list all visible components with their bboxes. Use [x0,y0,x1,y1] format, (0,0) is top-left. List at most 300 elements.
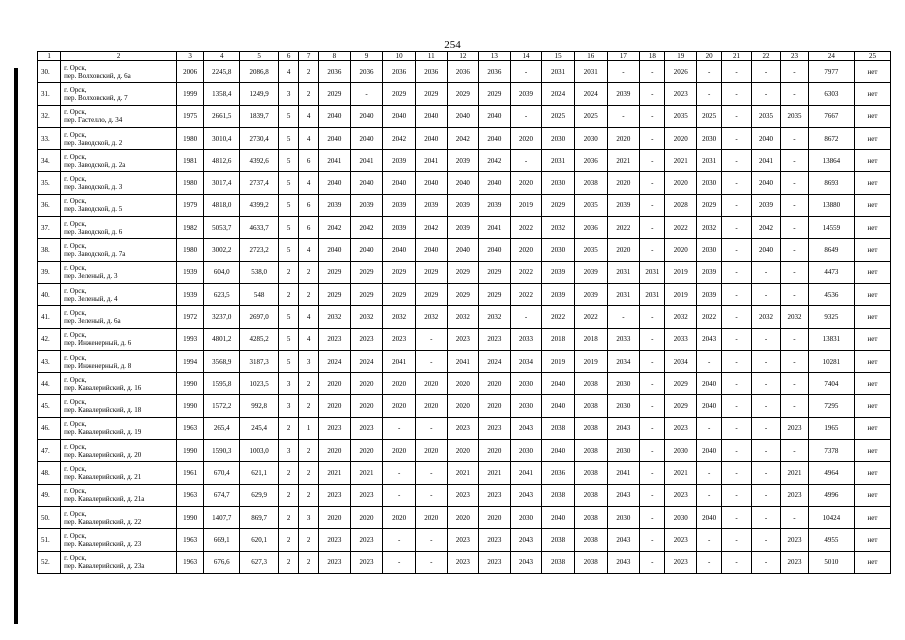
cell-col-8: 2020 [319,395,351,417]
cell-col-10: - [383,462,416,484]
row-number: 34. [38,150,61,172]
row-number: 35. [38,172,61,194]
cell-col-10: 2020 [383,506,416,528]
cell-col-5: 245,4 [240,417,279,439]
cell-col-17: - [607,61,640,83]
cell-col-15: 2040 [542,506,575,528]
cell-col-20: - [697,61,722,83]
cell-col-9: 2023 [350,529,383,551]
address-city: г. Орск, [64,353,87,362]
cell-col-11: - [415,462,447,484]
address-city: г. Орск, [64,554,87,563]
cell-col-11: 2039 [415,194,447,216]
cell-col-12: 2021 [447,462,479,484]
cell-col-23: - [781,440,808,462]
cell-col-11: 2040 [415,239,447,261]
column-number-header [38,52,891,61]
cell-col-4: 3237,0 [204,306,240,328]
cell-col-8: 2040 [319,105,351,127]
address-city: г. Орск, [64,197,87,206]
cell-col-8: 2023 [319,417,351,439]
row-number: 42. [38,328,61,350]
cell-col-15: 2038 [542,417,575,439]
address-street: пер. Кавалерийский, д. 21 [64,472,142,481]
cell-col-5: 4633,7 [240,217,279,239]
cell-col-6: 3 [279,395,299,417]
cell-col-3: 1975 [176,105,203,127]
cell-col-11: 2042 [415,217,447,239]
column-number-13: 13 [479,52,511,61]
cell-col-8: 2020 [319,440,351,462]
cell-col-13: 2020 [479,395,511,417]
cell-col-15: 2040 [542,440,575,462]
cell-col-13: 2041 [479,217,511,239]
cell-col-12: 2023 [447,484,479,506]
address-city: г. Орск, [64,509,87,518]
cell-col-16: 2035 [574,194,607,216]
cell-col-24: 9325 [808,306,854,328]
cell-col-19: 2021 [665,462,697,484]
cell-col-8: 2040 [319,127,351,149]
cell-col-23: 2023 [781,417,808,439]
cell-col-10: 2041 [383,350,416,372]
cell-col-21: - [722,440,751,462]
cell-col-19: 2034 [665,350,697,372]
cell-col-13: 2029 [479,283,511,305]
cell-col-16: 2030 [574,127,607,149]
cell-col-17: 2022 [607,217,640,239]
column-number-5: 5 [240,52,279,61]
cell-col-9: 2029 [350,261,383,283]
cell-col-13: 2039 [479,194,511,216]
cell-col-21: - [722,395,751,417]
cell-col-19: 2035 [665,105,697,127]
cell-col-10: 2040 [383,239,416,261]
address-street: пер. Волховский, д. 7 [64,93,128,102]
address-cell [61,440,177,462]
address-city: г. Орск, [64,85,87,94]
cell-col-12: 2020 [447,506,479,528]
column-number-11: 11 [415,52,447,61]
cell-col-22: 2035 [751,105,780,127]
cell-col-7: 3 [299,350,319,372]
table-row [38,440,891,462]
cell-col-17: 2039 [607,194,640,216]
address-cell [61,417,177,439]
address-street: пер. Кавалерийский, д. 16 [64,383,142,392]
address-city: г. Орск, [64,286,87,295]
cell-col-17: 2034 [607,350,640,372]
cell-col-3: 1963 [176,417,203,439]
cell-col-24: 7977 [808,61,854,83]
table-row [38,395,891,417]
cell-col-14: 2020 [510,172,542,194]
cell-col-6: 3 [279,83,299,105]
cell-col-19: 2026 [665,61,697,83]
cell-col-16: 2024 [574,83,607,105]
cell-col-4: 1590,3 [204,440,240,462]
cell-col-20: 2032 [697,217,722,239]
cell-col-22: - [751,462,780,484]
table-row [38,417,891,439]
cell-col-14: 2022 [510,217,542,239]
cell-col-12: 2020 [447,440,479,462]
cell-col-3: 1979 [176,194,203,216]
column-number-7: 7 [299,52,319,61]
table-row [38,529,891,551]
address-cell [61,283,177,305]
cell-col-10: 2040 [383,105,416,127]
address-street: пер. Кавалерийский, д. 23а [64,562,145,571]
cell-col-15: 2022 [542,306,575,328]
cell-col-16: 2038 [574,551,607,573]
table-row [38,127,891,149]
row-number: 41. [38,306,61,328]
cell-col-3: 1990 [176,395,203,417]
cell-col-25: нет [854,462,890,484]
cell-col-18: - [640,239,665,261]
cell-col-14: 2033 [510,328,542,350]
cell-col-19: 2028 [665,194,697,216]
cell-col-16: 2039 [574,261,607,283]
cell-col-22: - [751,261,780,283]
cell-col-3: 1994 [176,350,203,372]
cell-col-3: 1963 [176,551,203,573]
cell-col-3: 1963 [176,484,203,506]
cell-col-9: 2024 [350,350,383,372]
cell-col-23: - [781,283,808,305]
cell-col-8: 2042 [319,217,351,239]
table-row [38,350,891,372]
cell-col-20: 2022 [697,306,722,328]
cell-col-16: 2035 [574,239,607,261]
row-number: 51. [38,529,61,551]
cell-col-12: 2040 [447,172,479,194]
table-row [38,462,891,484]
cell-col-21: - [722,127,751,149]
cell-col-21: - [722,61,751,83]
cell-col-17: 2043 [607,417,640,439]
row-number: 45. [38,395,61,417]
cell-col-5: 2737,4 [240,172,279,194]
cell-col-17: 2031 [607,261,640,283]
cell-col-8: 2029 [319,261,351,283]
cell-col-23: - [781,61,808,83]
cell-col-12: 2023 [447,529,479,551]
cell-col-17: 2043 [607,529,640,551]
cell-col-4: 1407,7 [204,506,240,528]
address-city: г. Орск, [64,331,87,340]
cell-col-25: нет [854,217,890,239]
cell-col-9: 2020 [350,373,383,395]
cell-col-13: 2023 [479,551,511,573]
cell-col-21: - [722,283,751,305]
table-row [38,217,891,239]
cell-col-8: 2023 [319,551,351,573]
table-row [38,306,891,328]
cell-col-13: 2040 [479,105,511,127]
cell-col-5: 620,1 [240,529,279,551]
address-street: пер. Заводской, д. 7а [64,250,126,259]
cell-col-23: - [781,239,808,261]
cell-col-15: 2018 [542,328,575,350]
cell-col-3: 1939 [176,283,203,305]
cell-col-20: - [697,350,722,372]
cell-col-23: 2023 [781,529,808,551]
cell-col-12: 2042 [447,127,479,149]
cell-col-14: 2030 [510,440,542,462]
cell-col-8: 2021 [319,462,351,484]
row-number: 43. [38,350,61,372]
table-row [38,150,891,172]
cell-col-6: 5 [279,194,299,216]
cell-col-14: 2030 [510,395,542,417]
cell-col-6: 5 [279,217,299,239]
cell-col-24: 13864 [808,150,854,172]
cell-col-4: 2245,8 [204,61,240,83]
cell-col-10: 2029 [383,261,416,283]
cell-col-17: 2043 [607,484,640,506]
cell-col-23: - [781,373,808,395]
cell-col-5: 2730,4 [240,127,279,149]
cell-col-8: 2023 [319,328,351,350]
cell-col-8: 2024 [319,350,351,372]
cell-col-22: - [751,83,780,105]
cell-col-16: 2038 [574,395,607,417]
cell-col-20: 2040 [697,395,722,417]
column-number-1: 1 [38,52,61,61]
cell-col-17: - [607,306,640,328]
row-number: 38. [38,239,61,261]
table-row [38,551,891,573]
table-row [38,194,891,216]
column-number-17: 17 [607,52,640,61]
cell-col-14: - [510,61,542,83]
cell-col-22: - [751,350,780,372]
table-row [38,172,891,194]
cell-col-19: 2029 [665,395,697,417]
cell-col-18: - [640,417,665,439]
cell-col-25: нет [854,328,890,350]
address-city: г. Орск, [64,264,87,273]
cell-col-4: 623,5 [204,283,240,305]
cell-col-9: - [350,83,383,105]
cell-col-11: - [415,529,447,551]
cell-col-25: нет [854,172,890,194]
cell-col-4: 3002,2 [204,239,240,261]
cell-col-23: - [781,127,808,149]
cell-col-25: нет [854,306,890,328]
cell-col-18: - [640,83,665,105]
cell-col-8: 2029 [319,83,351,105]
cell-col-15: 2038 [542,529,575,551]
cell-col-11: 2029 [415,83,447,105]
cell-col-9: 2032 [350,306,383,328]
cell-col-14: - [510,150,542,172]
cell-col-7: 4 [299,127,319,149]
cell-col-24: 7378 [808,440,854,462]
cell-col-20: 2030 [697,172,722,194]
column-number-15: 15 [542,52,575,61]
cell-col-9: 2040 [350,172,383,194]
cell-col-20: - [697,462,722,484]
address-street: пер. Гастелло, д. 34 [64,116,123,125]
cell-col-10: 2020 [383,373,416,395]
cell-col-25: нет [854,529,890,551]
cell-col-25: нет [854,350,890,372]
cell-col-18: - [640,373,665,395]
cell-col-7: 2 [299,440,319,462]
cell-col-15: 2031 [542,150,575,172]
row-number: 49. [38,484,61,506]
cell-col-4: 674,7 [204,484,240,506]
cell-col-22: 2040 [751,172,780,194]
cell-col-11: 2020 [415,395,447,417]
cell-col-18: - [640,150,665,172]
cell-col-7: 2 [299,83,319,105]
address-street: пер. Кавалерийский, д. 19 [64,428,142,437]
address-cell [61,261,177,283]
column-number-8: 8 [319,52,351,61]
cell-col-18: - [640,462,665,484]
cell-col-6: 5 [279,127,299,149]
cell-col-7: 4 [299,328,319,350]
cell-col-22: - [751,328,780,350]
cell-col-22: - [751,529,780,551]
cell-col-25: нет [854,261,890,283]
cell-col-18: - [640,217,665,239]
cell-col-22: 2032 [751,306,780,328]
cell-col-17: 2020 [607,172,640,194]
cell-col-12: 2040 [447,239,479,261]
column-number-16: 16 [574,52,607,61]
cell-col-21: - [722,194,751,216]
cell-col-3: 2006 [176,61,203,83]
cell-col-12: 2020 [447,395,479,417]
address-city: г. Орск, [64,175,87,184]
address-cell [61,217,177,239]
cell-col-21: - [722,373,751,395]
cell-col-4: 3010,4 [204,127,240,149]
cell-col-7: 2 [299,484,319,506]
cell-col-8: 2032 [319,306,351,328]
cell-col-17: 2031 [607,283,640,305]
cell-col-21: - [722,551,751,573]
cell-col-13: 2020 [479,440,511,462]
cell-col-12: 2029 [447,83,479,105]
cell-col-19: 2029 [665,373,697,395]
cell-col-12: 2023 [447,551,479,573]
cell-col-24: 13831 [808,328,854,350]
cell-col-20: 2043 [697,328,722,350]
cell-col-4: 4801,2 [204,328,240,350]
cell-col-22: - [751,506,780,528]
column-number-10: 10 [383,52,416,61]
cell-col-18: - [640,328,665,350]
cell-col-3: 1963 [176,529,203,551]
cell-col-7: 2 [299,283,319,305]
cell-col-7: 6 [299,194,319,216]
cell-col-10: 2039 [383,194,416,216]
cell-col-14: 2043 [510,417,542,439]
cell-col-14: 2019 [510,194,542,216]
cell-col-12: 2023 [447,417,479,439]
address-street: пер. Кавалерийский, д. 18 [64,406,142,415]
cell-col-8: 2020 [319,506,351,528]
cell-col-11: 2029 [415,283,447,305]
cell-col-20: 2025 [697,105,722,127]
cell-col-9: 2020 [350,395,383,417]
cell-col-20: 2040 [697,506,722,528]
cell-col-16: 2022 [574,306,607,328]
cell-col-16: 2019 [574,350,607,372]
cell-col-10: - [383,551,416,573]
cell-col-3: 1961 [176,462,203,484]
cell-col-23: 2032 [781,306,808,328]
cell-col-9: 2023 [350,551,383,573]
cell-col-3: 1980 [176,239,203,261]
cell-col-5: 629,9 [240,484,279,506]
cell-col-20: 2030 [697,127,722,149]
cell-col-11: - [415,484,447,506]
cell-col-11: - [415,328,447,350]
cell-col-19: 2020 [665,172,697,194]
cell-col-18: - [640,551,665,573]
cell-col-13: 2023 [479,529,511,551]
address-street: пер. Инженерный, д. 8 [64,361,132,370]
cell-col-6: 2 [279,506,299,528]
row-number: 32. [38,105,61,127]
cell-col-24: 5010 [808,551,854,573]
cell-col-13: 2023 [479,328,511,350]
cell-col-14: 2039 [510,83,542,105]
column-number-19: 19 [665,52,697,61]
cell-col-12: 2039 [447,150,479,172]
cell-col-22: 2040 [751,239,780,261]
cell-col-22: - [751,283,780,305]
row-number: 31. [38,83,61,105]
address-cell [61,83,177,105]
address-city: г. Орск, [64,487,87,496]
cell-col-23: - [781,350,808,372]
cell-col-12: 2029 [447,261,479,283]
address-street: пер. Зеленый, д. 4 [64,294,118,303]
cell-col-21: - [722,172,751,194]
cell-col-5: 1003,0 [240,440,279,462]
cell-col-24: 1965 [808,417,854,439]
cell-col-21: - [722,529,751,551]
cell-col-6: 5 [279,239,299,261]
table-row [38,373,891,395]
cell-col-25: нет [854,194,890,216]
cell-col-15: 2030 [542,239,575,261]
cell-col-25: нет [854,150,890,172]
row-number: 39. [38,261,61,283]
cell-col-22: - [751,373,780,395]
cell-col-11: 2020 [415,373,447,395]
cell-col-10: 2029 [383,83,416,105]
cell-col-14: 2020 [510,239,542,261]
cell-col-3: 1990 [176,506,203,528]
cell-col-7: 4 [299,105,319,127]
cell-col-20: 2039 [697,261,722,283]
cell-col-22: - [751,551,780,573]
cell-col-8: 2020 [319,373,351,395]
row-number: 47. [38,440,61,462]
cell-col-17: 2041 [607,462,640,484]
table-row [38,83,891,105]
cell-col-6: 5 [279,328,299,350]
